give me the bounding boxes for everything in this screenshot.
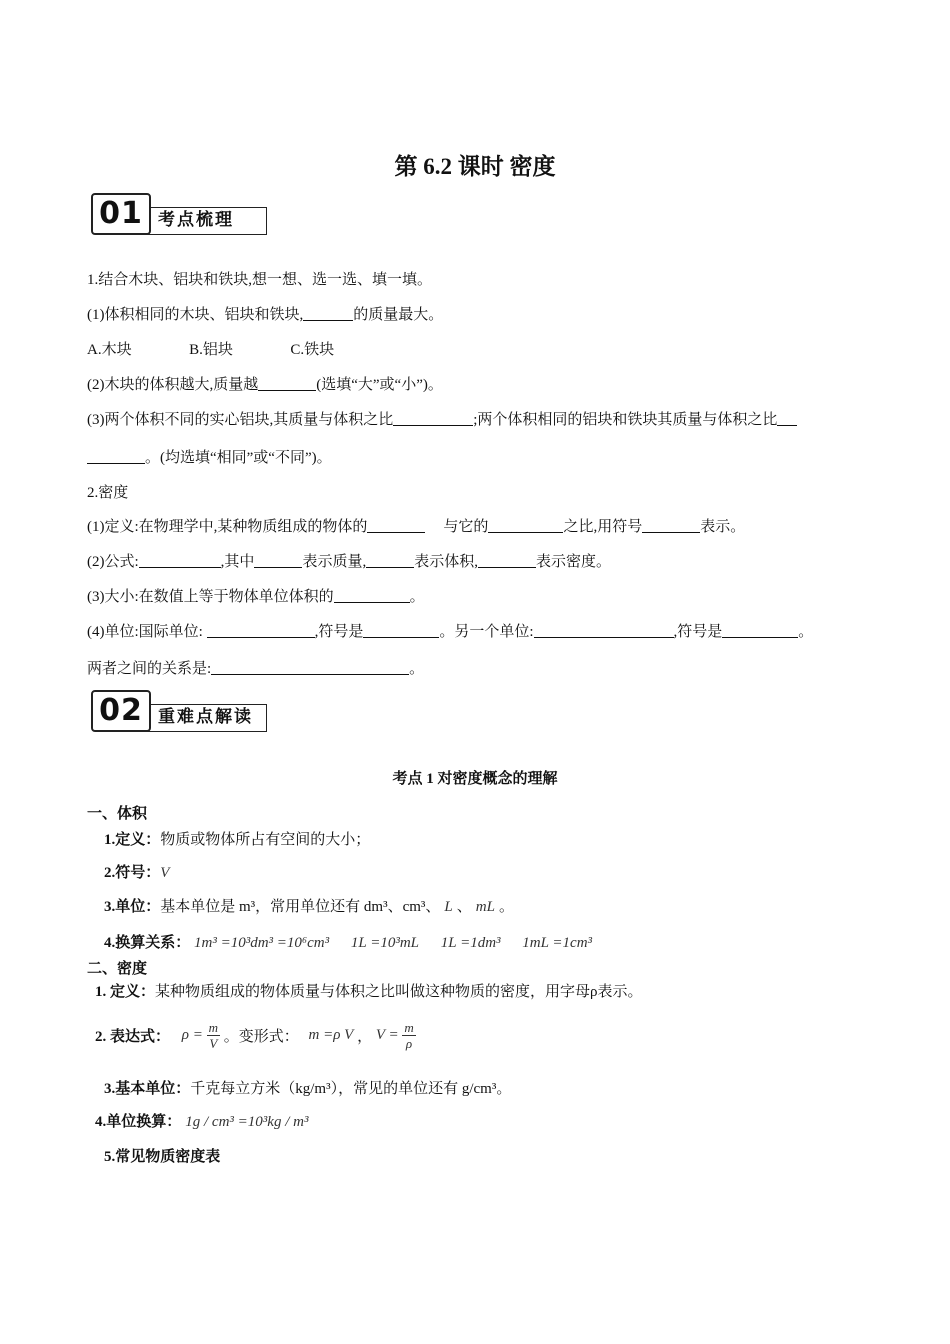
q1-options [87, 338, 334, 359]
density-heading: 二、密度 [87, 961, 148, 977]
q2-formula: (2)公式: ,其中 表示质量, 表示体积, 表示密度。 [87, 554, 611, 570]
formula: 1m³ =10³dm³ =10⁶cm³ [194, 935, 330, 951]
density-definition: 1. 定义：某种物质组成的物体质量与体积之比叫做这种物质的密度，用字母ρ表示。 [95, 984, 643, 1000]
blank [211, 660, 409, 675]
section-label: 考点梳理 [147, 207, 267, 235]
volume-symbol: 2.符号：V [104, 865, 170, 881]
section-number: 01 [91, 193, 151, 235]
blank [303, 306, 353, 321]
blank [393, 411, 473, 426]
option-b: B.铝块 [189, 342, 233, 358]
q1-part2: (2)木块的体积越大,质量越 (选填“大”或“小”)。 [87, 377, 443, 393]
page-title: 第 6.2 课时 密度 [394, 154, 556, 179]
section-badge-01 [91, 193, 271, 239]
blank [334, 588, 410, 603]
volume-unit: 3.单位：基本单位是 m³，常用单位还有 dm³、cm³、 L 、 mL 。 [104, 899, 514, 915]
density-unit-conversion: 4.单位换算： 1g / cm³ =10³kg / m³ [95, 1114, 309, 1130]
section-number: 02 [91, 690, 151, 732]
option-a: A.木块 [87, 342, 132, 358]
q1-part3-cont: 。(均选填“相同”或“不同”)。 [87, 446, 332, 467]
volume-conversion: 4.换算关系： 1m³ =10³dm³ =10⁶cm³ 1L =10³mL 1L =1dm³ 1mL =1cm³ [104, 935, 593, 951]
section-label: 重难点解读 [147, 704, 267, 732]
blank [363, 623, 439, 638]
density-table-heading: 5.常见物质密度表 [104, 1149, 221, 1165]
blank [366, 553, 414, 568]
blank [139, 553, 221, 568]
blank [207, 623, 315, 638]
q2-magnitude: (3)大小:在数值上等于物体单位体积的 。 [87, 589, 425, 605]
formula: 1L =10³mL [350, 935, 419, 951]
q1-intro: 1.结合木块、铝块和铁块,想一想、选一选、填一填。 [87, 272, 433, 288]
blank [642, 518, 700, 533]
volume-heading: 一、体积 [87, 806, 148, 822]
blank [534, 623, 674, 638]
q1-part1: (1)体积相同的木块、铝块和铁块, 的质量最大。 [87, 307, 444, 323]
q1-part3: (3)两个体积不同的实心铝块,其质量与体积之比 ;两个体积相同的铝块和铁块其质量与体积之比 [87, 408, 797, 429]
q2-intro: 2.密度 [87, 485, 129, 501]
q2-def: (1)定义:在物理学中,某种物质组成的物体的 与它的 之比,用符号 表示。 [87, 519, 746, 535]
volume-definition: 1.定义：物质或物体所占有空间的大小； [104, 832, 371, 848]
blank [488, 518, 563, 533]
fraction: $\frac{m}{V}$ [208, 1020, 218, 1051]
q2-unit: (4)单位:国际单位: ,符号是 。另一个单位: ,符号是 。 [87, 624, 814, 640]
density-expression: 2. 表达式： ρ = $\frac{m}{V}$ 。变形式： m =ρ V ， V = $\frac{m}{\rho}$ [95, 1020, 414, 1051]
option-c: C.铁块 [290, 342, 335, 358]
blank [254, 553, 302, 568]
fraction: $\frac{m}{\rho}$ [404, 1020, 414, 1051]
section-badge-02 [91, 690, 271, 736]
blank [478, 553, 536, 568]
formula: 1mL =1cm³ [522, 935, 593, 951]
blank [367, 518, 425, 533]
blank [722, 623, 798, 638]
density-base-unit: 3.基本单位：千克每立方米（kg/m³），常见的单位还有 g/cm³。 [104, 1081, 512, 1097]
blank [777, 411, 797, 426]
kp1-heading: 考点 1 对密度概念的理解 [392, 771, 558, 787]
formula: 1L =1dm³ [440, 935, 501, 951]
blank [258, 376, 316, 391]
q2-relation: 两者之间的关系是: 。 [87, 661, 425, 677]
blank [87, 449, 145, 464]
